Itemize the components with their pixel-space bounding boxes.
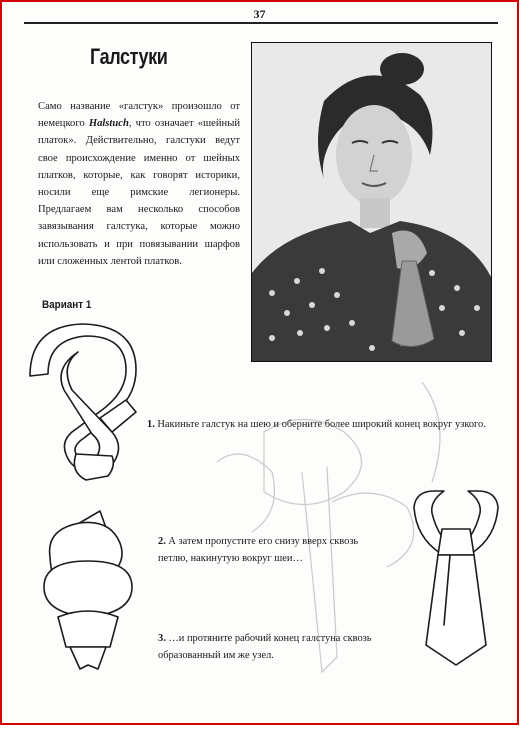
step-1-text: Накиньте галстук на шею и оберните более широкий конец вокруг узкого. bbox=[157, 419, 486, 430]
page-number: 37 bbox=[253, 7, 266, 21]
step-1-number: 1. bbox=[147, 419, 155, 430]
tie-diagram-step-1 bbox=[36, 334, 146, 484]
intro-text-part-1: Само название «галстук» произошло от немецкого bbox=[38, 101, 240, 130]
step-3-text: …и протяните рабочий конец галстуна сквозь образованный им же узел. bbox=[158, 633, 372, 661]
intro-text-part-2: , что означает «шейный платок». Действительно, галстуки ведут свое происхождение именно от шейных платков, которые, как говорят историки, носили еще римские легионеры. Предлагаем вам несколько способов завязывания галстука, которые можно использовать и при повязывании шарфов или сложенных лентой платков. bbox=[38, 118, 240, 267]
step-2-number: 2. bbox=[158, 536, 166, 547]
step-2-text: А затем пропустите его снизу вверх сквозь петлю, накинутую вокруг шеи… bbox=[158, 536, 359, 564]
step-3-number: 3. bbox=[158, 633, 166, 644]
step-3 bbox=[158, 630, 398, 664]
step-2 bbox=[158, 533, 388, 567]
tie-diagram-step-2 bbox=[36, 507, 146, 677]
page-title: Галстуки bbox=[90, 44, 168, 69]
variant-label: Вариант 1 bbox=[42, 299, 92, 311]
tie-diagram-step-3 bbox=[406, 489, 506, 669]
step-1 bbox=[147, 416, 502, 433]
portrait-illustration bbox=[252, 43, 492, 362]
foreign-word: Halstuch bbox=[88, 118, 129, 130]
intro-paragraph bbox=[38, 98, 240, 270]
portrait-photo bbox=[251, 42, 492, 362]
